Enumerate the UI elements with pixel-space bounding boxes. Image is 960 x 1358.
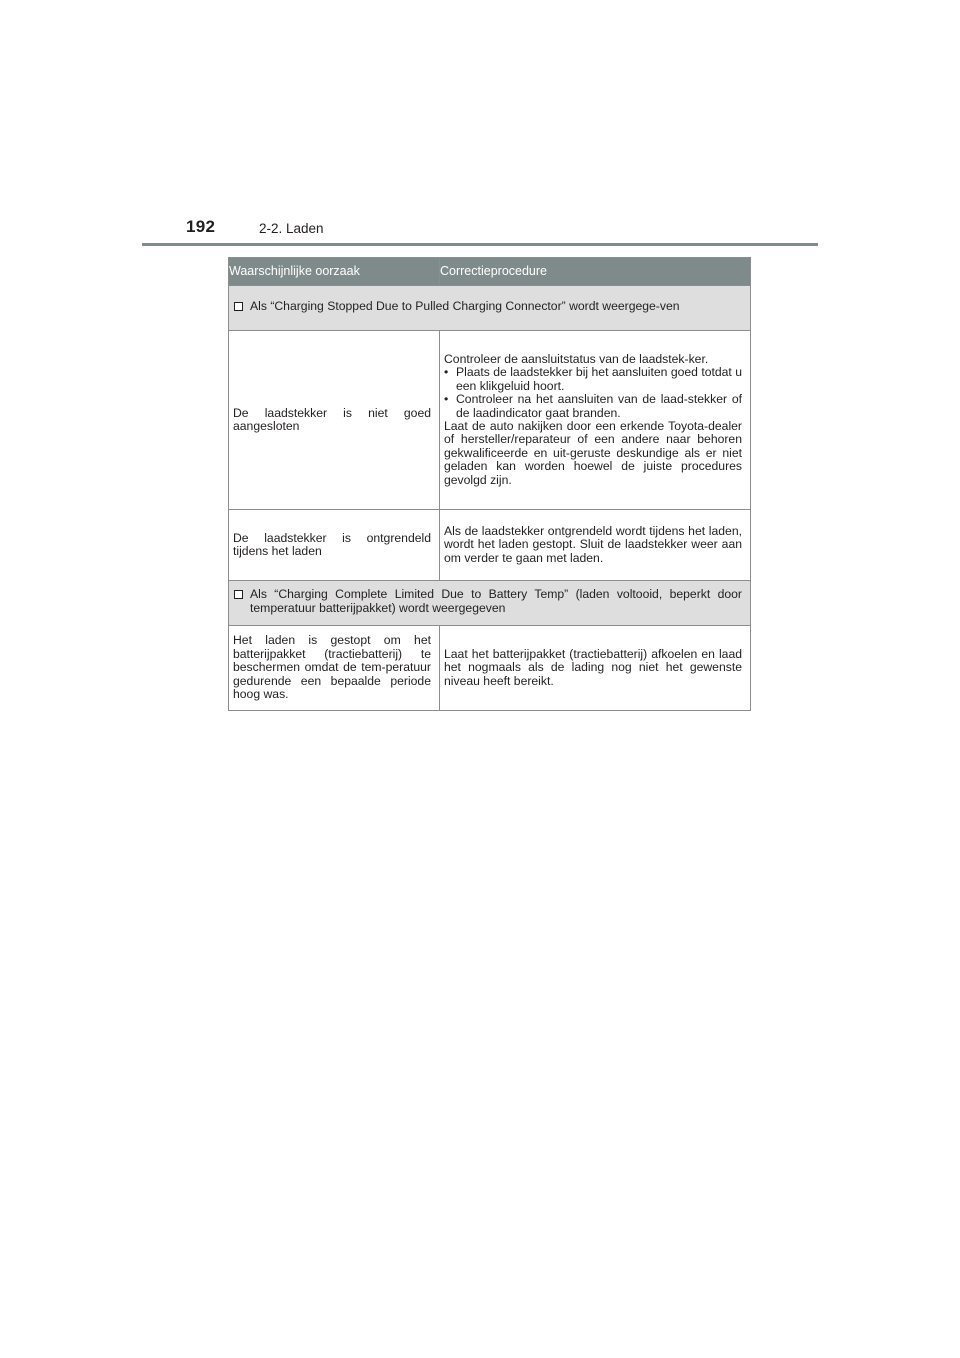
group-title: Als “Charging Complete Limited Due to Battery Temp” (laden voltooid, beperkt door temperatuur batterijpakket) wordt weergegeven [250, 587, 742, 615]
group-header-row [229, 581, 751, 626]
bullet-text: Controleer na het aansluiten van de laad-stekker of de laadindicator gaat branden. [456, 392, 742, 420]
bullet-text: Plaats de laadstekker bij het aansluiten goed totdat u een klikgeluid hoort. [456, 365, 742, 393]
cause-cell [229, 510, 440, 581]
header-divider [142, 243, 818, 246]
column-header-procedure: Correctieprocedure [440, 258, 751, 286]
checkbox-icon [234, 590, 243, 599]
bullet-marker: • [444, 365, 449, 380]
bullet-marker: • [444, 392, 449, 407]
group-title: Als “Charging Stopped Due to Pulled Charging Connector” wordt weergege-ven [250, 298, 680, 313]
group-header [229, 581, 751, 626]
table-row [229, 510, 751, 581]
table-row [229, 626, 751, 711]
procedure-bullet [444, 366, 742, 393]
procedure-outro: Laat de auto nakijken door een erkende Toyota-dealer of hersteller/reparateur of een andere naar behoren gekwalificeerde en uit-geruste deskundige als er niet geladen kan worden hoewel de juiste procedures gevolgd zijn. [444, 419, 742, 487]
procedure-cell [440, 331, 751, 510]
cause-text: Het laden is gestopt om het batterijpakket (tractiebatterij) te beschermen omdat de tem-peratuur gedurende een bepaalde periode hoog was. [233, 633, 431, 702]
group-header-row [229, 286, 751, 331]
page-number: 192 [186, 217, 216, 236]
table-row [229, 331, 751, 510]
procedure-text: Laat het batterijpakket (tractiebatterij) afkoelen en laad het nogmaals als de lading nog niet het gewenste niveau heeft bereikt. [444, 646, 742, 688]
procedure-bullet [444, 393, 742, 420]
cause-cell [229, 331, 440, 510]
troubleshooting-table [228, 257, 751, 711]
procedure-cell [440, 626, 751, 711]
cause-cell [229, 626, 440, 711]
column-header-cause: Waarschijnlijke oorzaak [229, 258, 440, 286]
procedure-cell [440, 510, 751, 581]
group-header [229, 286, 751, 331]
procedure-intro: Controleer de aansluitstatus van de laadstek-ker. [444, 351, 709, 366]
table-header-row [229, 258, 751, 286]
cause-text: De laadstekker is niet goed aangesloten [233, 405, 431, 433]
section-title: 2-2. Laden [259, 221, 324, 236]
cause-text: De laadstekker is ontgrendeld tijdens het laden [233, 530, 431, 558]
procedure-text: Als de laadstekker ontgrendeld wordt tijdens het laden, wordt het laden gestopt. Sluit de laadstekker weer aan om verder te gaan met laden. [444, 523, 742, 565]
checkbox-icon [234, 302, 243, 311]
